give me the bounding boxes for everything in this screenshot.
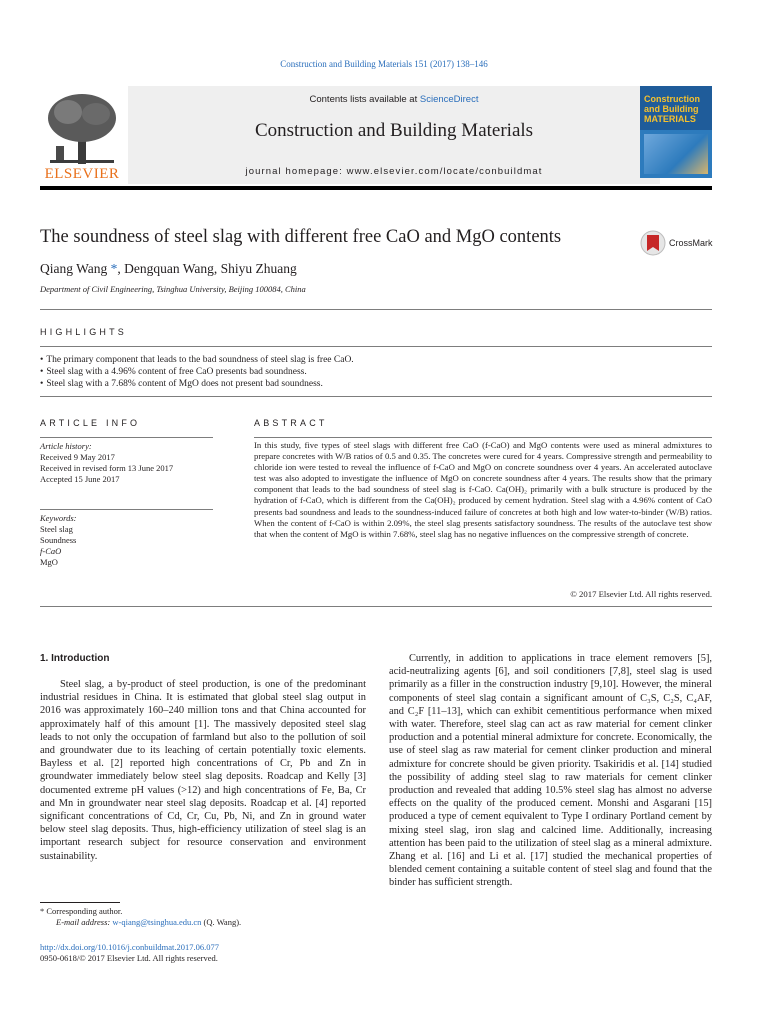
doi-link[interactable]: http://dx.doi.org/10.1016/j.conbuildmat.2017.06.077 (40, 942, 220, 952)
keyword: Steel slag (40, 524, 73, 534)
divider (254, 437, 712, 438)
crossmark-icon (640, 229, 666, 257)
corresponding-author-note (40, 906, 366, 917)
highlights-heading: HIGHLIGHTS (40, 327, 128, 337)
keywords (40, 513, 215, 568)
intro-paragraph-2: Currently, in addition to applications in trace element removers [5], acid-neutralizing agents [6], and soil conditioners [7,8], steel slag is used primarily as a filler in the construction industry [9,10]. However, the mineral components of steel slag contain a significant amount of C₃S, C₂S, C₄AF, and C₂F [11–13], which can exhibit cementitious performance when mixed with water. Therefore, steel slag can act as raw material for cement clinker production and a potential mineral admixture for concrete. Economically, the use of steel slag as raw material for cement clinker production and mineral admixture for concrete should be given priority. Tsakiridis et al. [14] studied the possibility of adding steel slag to raw materials for cement clinker production and revealed that adding 10.5% steel slag has almost no adverse effects on the quality of the produced cement. Monshi and Asgarani [15] produced a type of cement equivalent to Type I ordinary Portland cement by mixing steel slag, iron slag and calcined lime. Additionally, increasing attention has been paid to the utilization of steel slag as a mineral admixture. Zhang et al. [16] and Li et al. [17] studied the mechanical properties of blended cement containing a suitable content of steel slag and found that the binder has sufficient strength. (389, 653, 712, 889)
footnote-text: Corresponding author. (44, 906, 123, 916)
divider (40, 396, 712, 397)
cover-title-line-1: Construction (644, 94, 700, 104)
article-info-heading: ARTICLE INFO (40, 418, 141, 428)
keyword: f-CaO (40, 546, 62, 556)
highlight-item: • The primary component that leads to the bad soundness of steel slag is free CaO. (40, 354, 712, 366)
keyword: MgO (40, 557, 58, 567)
contents-line (128, 94, 660, 105)
highlights-list (40, 354, 712, 390)
author-list (40, 261, 297, 277)
footnote-rule (40, 902, 120, 903)
co-authors: , Dengquan Wang, Shiyu Zhuang (117, 261, 297, 276)
divider (40, 509, 213, 510)
footnote (40, 906, 366, 928)
cover-title (644, 94, 710, 124)
email-label: E-mail address: (56, 917, 113, 927)
email-suffix: (Q. Wang). (201, 917, 242, 927)
highlight-item: • Steel slag with a 4.96% content of free CaO presents bad soundness. (40, 366, 712, 378)
author-1: Qiang Wang (40, 261, 111, 276)
intro-paragraph-1: Steel slag, a by-product of steel production, is one of the predominant industrial residues in China. It is estimated that global steel slag output in 2016 was approximately 160–240 million tons and that China accounted for approximately half of this amount [1]. The massively deposited steel slag leads to not only the occupation of farmland but also to the pollution of soil and groundwater due to its leaching of certain potentially toxic elements. Bayless et al. [2] reported high concentrations of Cr, Pb and Zn in groundwater immediately below steel slag deposits. Roadcap and Kelly [3] documented extreme pH values (>12) and high concentrations of Fe, Ba, Cr and Mn in groundwater near steel slag deposits. Roadcap et al. [4] reported significant concentrations of Cd, Cr, Cu, Pb, Ni, and Zn in ground water below steel slag deposits. Thus, high-efficiency utilization of steel slag is an important research subject for resource conservation and environment sustainability. (40, 679, 366, 862)
publisher-name: ELSEVIER (44, 166, 120, 182)
journal-banner (40, 86, 712, 186)
divider (40, 606, 712, 607)
cover-title-line-3: MATERIALS (644, 114, 696, 124)
section-heading-introduction: 1. Introduction (40, 653, 110, 664)
abstract-copyright: © 2017 Elsevier Ltd. All rights reserved. (570, 589, 712, 599)
revised-date: Received in revised form 13 June 2017 (40, 463, 174, 473)
corresponding-author-mark[interactable]: * (110, 261, 118, 276)
abstract-text: In this study, five types of steel slags with different free CaO (f-CaO) and MgO contents were used as mineral admixtures to prepare concretes with W/B ratios of 0.5 and 0.35. The concretes were cured for 4 years. Compressive strength and permeability to chloride ion were tested to reveal the influence of f-CaO and MgO on concrete soundness over 4 years. An accelerated autoclave test was also adopted to investigate the influence of MgO on concrete soundness after 4 years. The results show that the primary component that leads to the bad soundness of steel slag is f-CaO. Ca(OH)₂ primarily with a bulk structure is produced by the hydration of f-CaO, which is different from the Ca(OH)₂ produced by cement hydration. Steel slag with a 4.96% content of CaO presents bad soundness and leads to the soundness-induced failure of concretes at both high and low water-to-binder (W/B) ratios. When the content of f-CaO is within 2.09%, the steel slag presents satisfactory soundness. The results of the autoclave test show that when the content of MgO is within 7.68%, steel slag has no negative influences on the compressive strength of concrete. (254, 440, 712, 539)
abstract-heading: ABSTRACT (254, 418, 328, 428)
cover-image (644, 134, 708, 174)
history-label: Article history: (40, 441, 92, 451)
crossmark-label: CrossMark (669, 238, 713, 248)
issn-line: 0950-0618/© 2017 Elsevier Ltd. All rights reserved. (40, 953, 218, 963)
cover-title-line-2: and Building (644, 104, 699, 114)
divider (40, 437, 213, 438)
footnote-mark: * (40, 906, 45, 916)
journal-homepage[interactable]: journal homepage: www.elsevier.com/locate/conbuildmat (245, 166, 543, 177)
highlight-item: • Steel slag with a 7.68% content of MgO does not present bad soundness. (40, 378, 712, 390)
received-date: Received 9 May 2017 (40, 452, 115, 462)
accepted-date: Accepted 15 June 2017 (40, 474, 120, 484)
affiliation: Department of Civil Engineering, Tsinghua University, Beijing 100084, China (40, 284, 306, 294)
keyword: Soundness (40, 535, 77, 545)
email-line (40, 917, 366, 928)
contents-prefix: Contents lists available at (309, 94, 420, 105)
journal-name: Construction and Building Materials (254, 120, 534, 141)
keywords-label: Keywords: (40, 513, 77, 523)
journal-citation-link[interactable]: Construction and Building Materials 151 (2017) 138–146 (280, 59, 488, 69)
email-link[interactable]: w-qiang@tsinghua.edu.cn (112, 917, 202, 927)
divider (40, 346, 712, 347)
doi-block (40, 942, 366, 964)
sciencedirect-link[interactable]: ScienceDirect (419, 94, 479, 105)
article-title: The soundness of steel slag with different free CaO and MgO contents (40, 227, 562, 247)
article-history (40, 441, 215, 485)
divider (40, 309, 712, 310)
banner-rule (40, 186, 712, 190)
journal-cover[interactable] (640, 86, 712, 178)
crossmark-badge[interactable] (640, 229, 720, 257)
